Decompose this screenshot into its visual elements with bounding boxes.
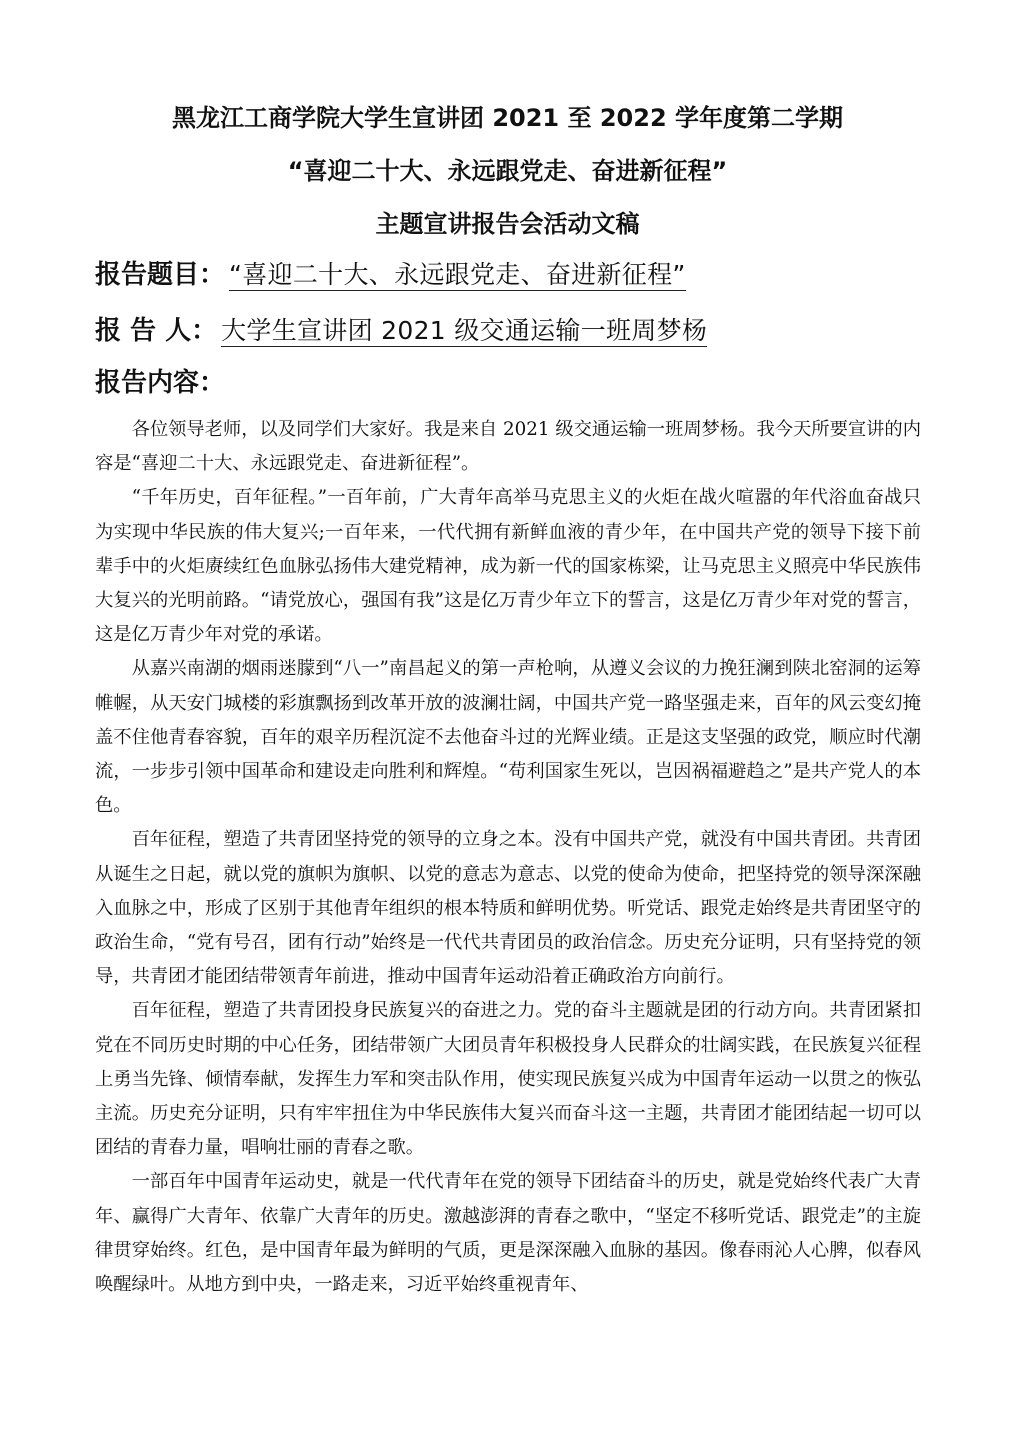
document-title-line-2: “喜迎二十大、永远跟党走、奋进新征程” xyxy=(287,157,728,185)
reporter-value: 大学生宣讲团 2021 级交通运输一班周梦杨 xyxy=(221,316,708,345)
paragraph: 一部百年中国青年运动史，就是一代代青年在党的领导下团结奋斗的历史，就是党始终代表广大青年、赢得广大青年、依靠广大青年的历史。激越澎湃的青春之歌中，“坚定不移听党话、跟党走”的主旋律贯穿始终。红色，是中国青年最为鲜明的气质，更是深深融入血脉的基因。像春雨沁人心脾，似春风唤醒绿叶。从地方到中央，一路走来，习近平始终重视青年、 xyxy=(95,1171,921,1296)
report-body xyxy=(95,413,921,1302)
report-topic-value: “喜迎二十大、永远跟党走、奋进新征程” xyxy=(229,260,686,289)
document-title-line-1: 黑龙江工商学院大学生宣讲团 2021 至 2022 学年度第二学期 xyxy=(171,104,843,132)
reporter-label: 报 告 人： xyxy=(95,316,218,346)
paragraph: 百年征程，塑造了共青团坚持党的领导的立身之本。没有中国共产党，就没有中国共青团。共青团从诞生之日起，就以党的旗帜为旗帜、以党的意志为意志、以党的使命为使命，把坚持党的领导深深融入血脉之中，形成了区别于其他青年组织的根本特质和鲜明优势。听党话、跟党走始终是共青团坚守的政治生命，“党有号召，团有行动”始终是一代代共青团员的政治信念。历史充分证明，只有坚持党的领导，共青团才能团结带领青年前进，推动中国青年运动沿着正确政治方向前行。 xyxy=(95,829,921,988)
paragraph: 百年征程，塑造了共青团投身民族复兴的奋进之力。党的奋斗主题就是团的行动方向。共青团紧扣党在不同历史时期的中心任务，团结带领广大团员青年积极投身人民群众的壮阔实践，在民族复兴征程上勇当先锋、倾情奉献，发挥生力军和突击队作用，使实现民族复兴成为中国青年运动一以贯之的恢弘主流。历史充分证明，只有牢牢扭住为中华民族伟大复兴而奋斗这一主题，共青团才能团结起一切可以团结的青春力量，唱响壮丽的青春之歌。 xyxy=(95,1000,921,1159)
paragraph: 从嘉兴南湖的烟雨迷朦到“八一”南昌起义的第一声枪响，从遵义会议的力挽狂澜到陕北窑洞的运筹帷幄，从天安门城楼的彩旗飘扬到改革开放的波澜壮阔，中国共产党一路坚强走来，百年的风云变幻掩盖不住他青春容貌，百年的艰辛历程沉淀不去他奋斗过的光辉业绩。正是这支坚强的政党，顺应时代潮流，一步步引领中国革命和建设走向胜利和辉煌。“苟利国家生死以，岂因祸福避趋之”是共产党人的本色。 xyxy=(95,658,921,817)
report-topic-row xyxy=(95,258,686,292)
paragraph: 各位领导老师，以及同学们大家好。我是来自 2021 级交通运输一班周梦杨。我今天所要宣讲的内容是“喜迎二十大、永远跟党走、奋进新征程”。 xyxy=(95,419,921,475)
document-title-line-3: 主题宣讲报告会活动文稿 xyxy=(375,210,640,238)
report-content-label: 报告内容： xyxy=(95,368,226,398)
report-topic-label: 报告题目： xyxy=(95,260,226,290)
report-content-row xyxy=(95,366,225,400)
paragraph: “千年历史，百年征程。”一百年前，广大青年高举马克思主义的火炬在战火喧嚣的年代浴血奋战只为实现中华民族的伟大复兴;一百年来，一代代拥有新鲜血液的青少年，在中国共产党的领导下接下前辈手中的火炬赓续红色血脉弘扬伟大建党精神，成为新一代的国家栋梁，让马克思主义照亮中华民族伟大复兴的光明前路。“请党放心，强国有我”这是亿万青少年立下的誓言，这是亿万青少年对党的誓言，这是亿万青少年对党的承诺。 xyxy=(95,487,921,646)
reporter-row xyxy=(95,314,707,348)
